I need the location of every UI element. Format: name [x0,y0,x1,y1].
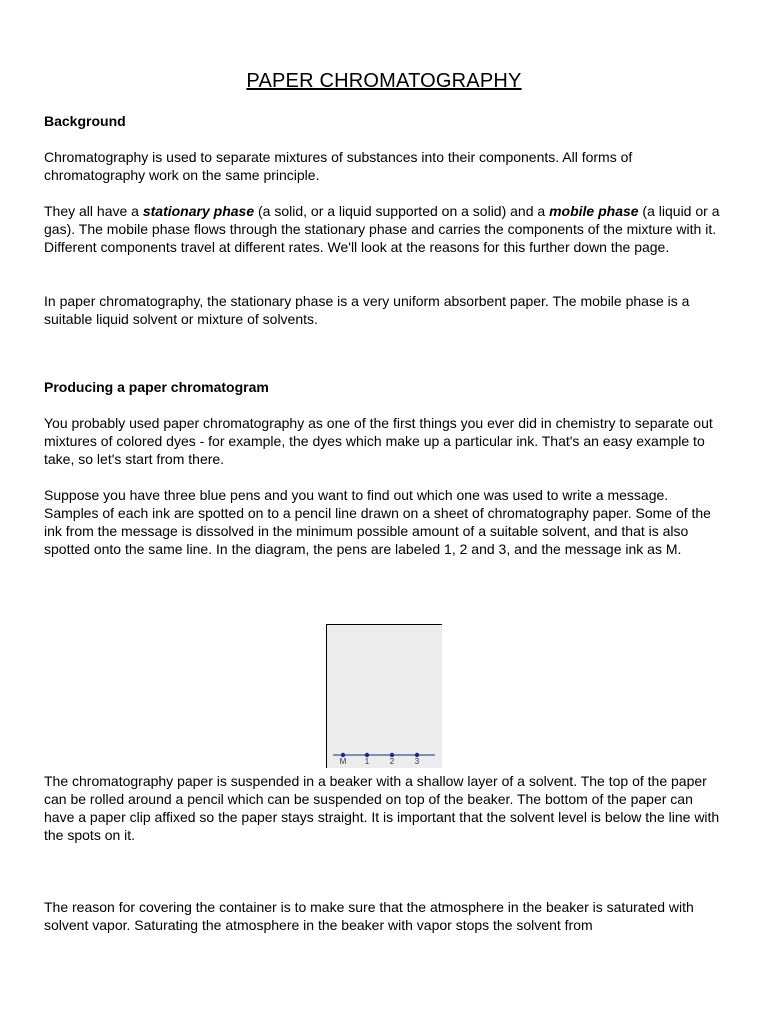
background-heading: Background [44,113,126,129]
label-m: M [339,757,347,766]
label-3: 3 [414,757,420,766]
background-paragraph-1: Chromatography is used to separate mixtures of substances into their components. All forms of chromatography work on the same principle. [44,149,633,183]
producing-heading: Producing a paper chromatogram [44,379,269,395]
producing-paragraph-3: The chromatography paper is suspended in a beaker with a shallow layer of a solvent. The top of the paper can be rolled around a pencil which can be suspended on top of the beaker. The bottom of the paper can have a paper clip affixed so the paper stays straight. It is important that the solvent level is below the line with the spots on it. [44,773,720,843]
stationary-phase-term: stationary phase [142,203,255,219]
p2-text-a: They all have a [44,203,143,219]
p2-text-b: (a solid, or a liquid supported on a solid) and a [254,203,550,219]
producing-paragraph-4: The reason for covering the container is to make sure that the atmosphere in the beaker is saturated with solvent vapor. Saturating the atmosphere in the beaker with vapor stops the solvent from [44,899,694,933]
producing-paragraph-1: You probably used paper chromatography as one of the first things you ever did in chemistry to separate out mixtures of colored dyes - for example, the dyes which make up a particular ink. That's an easy example to take, so let's start from there. [44,415,713,467]
producing-paragraph-2: Suppose you have three blue pens and you want to find out which one was used to write a message. Samples of each ink are spotted on to a pencil line drawn on a sheet of chromatography paper. Some of the ink from the message is dissolved in the minimum possible amount of a suitable solvent, and that is also spotted onto the same line. In the diagram, the pens are labeled 1, 2 and 3, and the message ink as M. [44,487,711,557]
label-2: 2 [389,757,395,766]
background-paragraph-2 [44,202,724,256]
p2-text-c: (a liquid or a gas). The mobile phase flows through the stationary phase and carries the components of the mixture with it. Different components travel at different rates. We'll look at the reasons for this further down the page. [44,203,720,255]
chromatography-paper-diagram [326,624,442,768]
diagram-svg [327,625,443,769]
page-title: PAPER CHROMATOGRAPHY [246,70,522,92]
mobile-phase-term: mobile phase [549,203,639,219]
label-1: 1 [364,757,370,766]
background-paragraph-3: In paper chromatography, the stationary phase is a very uniform absorbent paper. The mobile phase is a suitable liquid solvent or mixture of solvents. [44,293,690,327]
